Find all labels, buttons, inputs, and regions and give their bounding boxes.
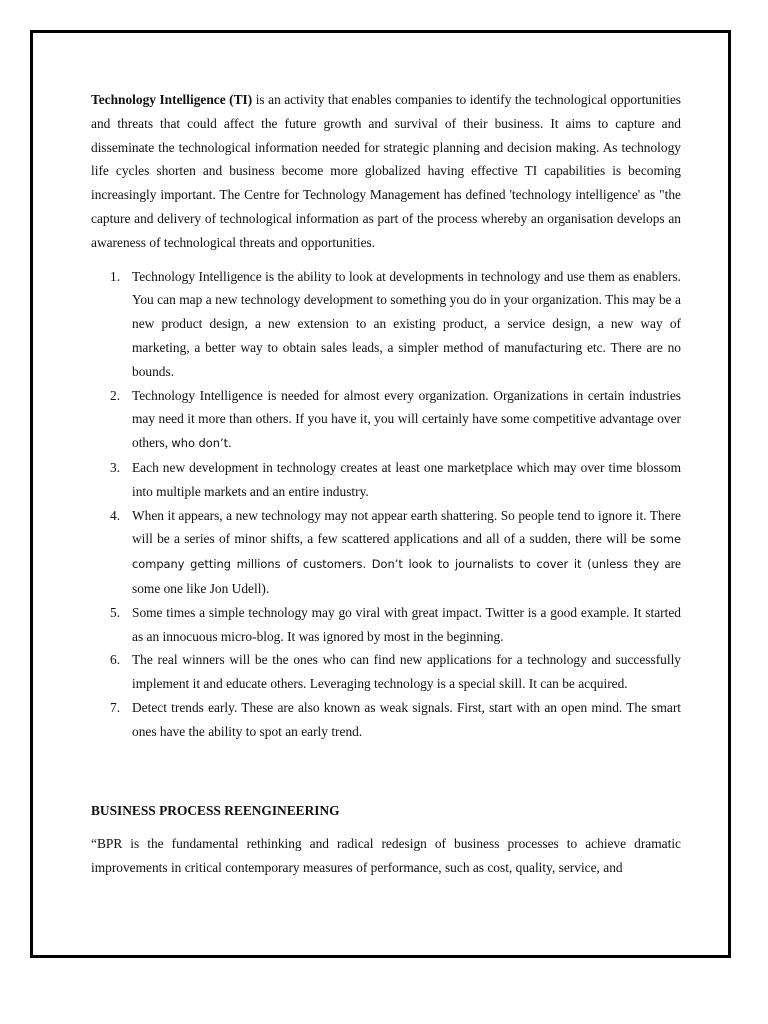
- numbered-list: [91, 265, 681, 744]
- list-item-text: Each new development in technology creates at least one marketplace which may over time blossom into multiple markets and an entire industry.: [132, 459, 681, 499]
- list-item: [91, 265, 681, 384]
- list-item-number: 4.: [110, 507, 121, 523]
- list-item-text: The real winners will be the ones who can find new applications for a technology and successfully implement it and educate others. Leveraging technology is a special skill. It can be acquired.: [132, 652, 681, 692]
- list-item-text: Some times a simple technology may go viral with great impact. Twitter is a good example. It started as an innocuous micro-blog. It was ignored by most in the beginning.: [132, 604, 681, 644]
- intro-lead-term: Technology Intelligence (TI): [91, 92, 253, 107]
- list-item-text: Technology Intelligence is needed for almost every organization. Organizations in certain industries may need it more than others. If you have it, you will certainly have some competitive advantage over others,: [132, 387, 681, 451]
- list-item: [91, 504, 681, 601]
- list-item-number: 5.: [110, 604, 121, 620]
- list-item-number: 2.: [110, 387, 121, 403]
- section-heading: BUSINESS PROCESS REENGINEERING: [91, 802, 340, 818]
- list-item-number: 7.: [110, 699, 121, 715]
- list-item-text-sans: who don’t.: [171, 436, 232, 451]
- document-page: [30, 30, 731, 958]
- list-item: [91, 648, 681, 696]
- list-item-text: Technology Intelligence is the ability to look at developments in technology and use them as enablers. You can map a new technology development to something you do in your organization. This may be a new product design, a new extension to an existing product, a service design, a new way of marketing, a better way to obtain sales leads, a simpler method of manufacturing etc. There are no bounds.: [132, 268, 681, 379]
- list-item-text: Detect trends early. These are also known as weak signals. First, start with an open mind. The smart ones have the ability to spot an early trend.: [132, 699, 681, 739]
- section-paragraph: “BPR is the fundamental rethinking and radical redesign of business processes to achieve dramatic improvements in critical contemporary measures of performance, such as cost, quality, service, and: [91, 836, 681, 876]
- list-item-text: When it appears, a new technology may not appear earth shattering. So people tend to ignore it. There will be a series of minor shifts, a few scattered applications and all of a sudden, there will: [132, 507, 681, 547]
- intro-paragraph: [91, 88, 681, 255]
- list-item-text-end: are some one like Jon Udell).: [132, 556, 681, 596]
- list-item-number: 1.: [110, 268, 121, 284]
- list-item: [91, 696, 681, 744]
- document-content: [91, 88, 681, 880]
- list-item: [91, 456, 681, 504]
- list-item-number: 3.: [110, 459, 121, 475]
- list-item: [91, 384, 681, 456]
- list-item-text-sans: be some company getting millions of customers. Don’t look to journalists to cover it (unless they: [132, 532, 681, 572]
- intro-text: is an activity that enables companies to identify the technological opportunities and threats that could affect the future growth and survival of their business. It aims to capture and disseminate the technological information needed for strategic planning and decision making. As technology life cycles shorten and business become more globalized having effective TI capabilities is becoming increasingly important. The Centre for Technology Management has defined 'technology intelligence' as "the capture and delivery of technological information as part of the process whereby an organisation develops an awareness of technological threats and opportunities.: [91, 92, 681, 250]
- list-item: [91, 601, 681, 649]
- list-item-number: 6.: [110, 652, 121, 668]
